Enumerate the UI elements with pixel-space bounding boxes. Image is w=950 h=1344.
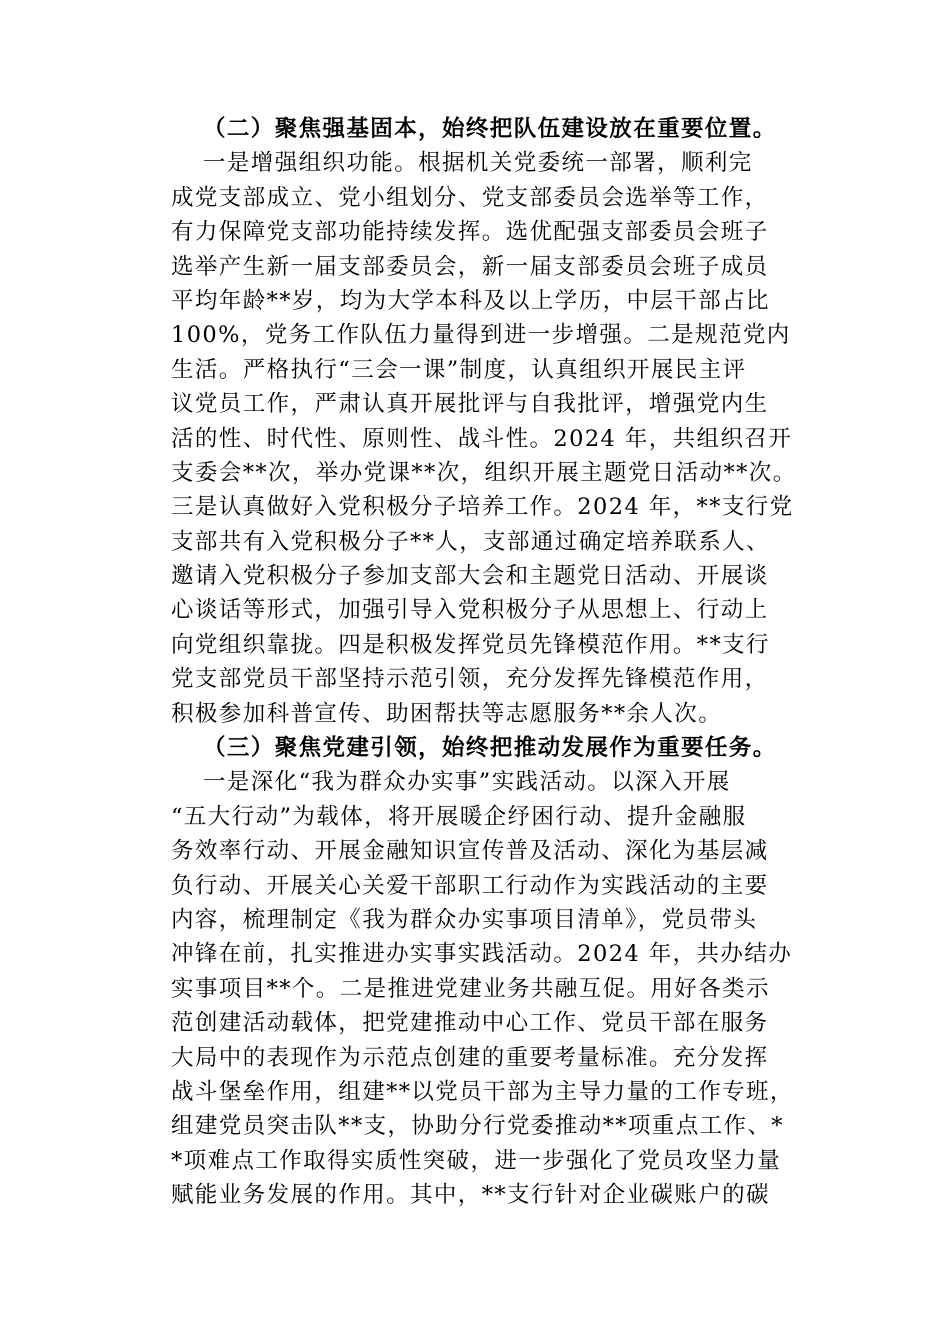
paragraph-line: 向党组织靠拢。四是积极发挥党员先锋模范作用。**支行 <box>171 631 770 658</box>
paragraph-line: 活的性、时代性、原则性、战斗性。2024 年，共组织召开 <box>171 425 793 452</box>
section-heading: （二）聚焦强基固本，始终把队伍建设放在重要位置。 <box>203 116 777 142</box>
paragraph-line: 有力保障党支部功能持续发挥。选优配强支部委员会班子 <box>171 219 769 246</box>
section-heading: （三）聚焦党建引领，始终把推动发展作为重要任务。 <box>203 735 777 762</box>
paragraph-line: 组建党员突击队**支，协助分行党委推动**项重点工作、* <box>171 1113 784 1140</box>
document-body <box>171 112 797 1213</box>
paragraph-line: 平均年龄**岁，均为大学本科及以上学历，中层干部占比 <box>171 287 770 314</box>
paragraph-line: 议党员工作，严肃认真开展批评与自我批评，增强党内生 <box>171 391 769 418</box>
paragraph-line: 内容，梳理制定《我为群众办实事项目清单》，党员带头 <box>171 906 758 933</box>
paragraph-line: 冲锋在前，扎实推进办实事实践活动。2024 年，共办结办 <box>171 941 793 968</box>
paragraph-line: 邀请入党积极分子参加支部大会和主题党日活动、开展谈 <box>171 563 769 590</box>
paragraph-line: 选举产生新一届支部委员会，新一届支部委员会班子成员 <box>171 253 769 280</box>
paragraph-line: 一是深化“我为群众办实事”实践活动。以深入开展 <box>203 769 731 796</box>
paragraph-line: 支委会**次，举办党课**次，组织开展主题党日活动**次。 <box>171 459 797 486</box>
paragraph-line: 务效率行动、开展金融知识宣传普及活动、深化为基层减 <box>171 838 769 865</box>
paragraph-line: 范创建活动载体，把党建推动中心工作、党员干部在服务 <box>171 1010 769 1037</box>
paragraph-line: “五大行动”为载体，将开展暖企纾困行动、提升金融服 <box>171 803 747 830</box>
paragraph-line: 100%，党务工作队伍力量得到进一步增强。二是规范党内 <box>171 322 791 349</box>
paragraph-line: 生活。严格执行“三会一课”制度，认真组织开展民主评 <box>171 356 747 383</box>
paragraph-line: 支部共有入党积极分子**人，支部通过确定培养联系人、 <box>171 528 770 555</box>
paragraph-line: 负行动、开展关心关爱干部职工行动作为实践活动的主要 <box>171 872 769 899</box>
paragraph-line: 积极参加科普宣传、助困帮扶等志愿服务**余人次。 <box>171 700 723 727</box>
paragraph-line: 赋能业务发展的作用。其中，**支行针对企业碳账户的碳 <box>171 1182 770 1209</box>
paragraph-line: 实事项目**个。二是推进党建业务共融互促。用好各类示 <box>171 975 770 1002</box>
paragraph-line: 党支部党员干部坚持示范引领，充分发挥先锋模范作用， <box>171 666 769 693</box>
paragraph-line: 战斗堡垒作用，组建**以党员干部为主导力量的工作专班， <box>171 1078 794 1105</box>
paragraph-line: 心谈话等形式，加强引导入党积极分子从思想上、行动上 <box>171 597 769 624</box>
paragraph-line: 三是认真做好入党积极分子培养工作。2024 年，**支行党 <box>171 494 794 521</box>
paragraph-line: *项难点工作取得实质性突破，进一步强化了党员攻坚力量 <box>171 1147 782 1174</box>
paragraph-line: 大局中的表现作为示范点创建的重要考量标准。充分发挥 <box>171 1044 769 1071</box>
paragraph-line: 一是增强组织功能。根据机关党委统一部署，顺利完 <box>203 150 753 177</box>
paragraph-line: 成党支部成立、党小组划分、党支部委员会选举等工作， <box>171 184 769 211</box>
